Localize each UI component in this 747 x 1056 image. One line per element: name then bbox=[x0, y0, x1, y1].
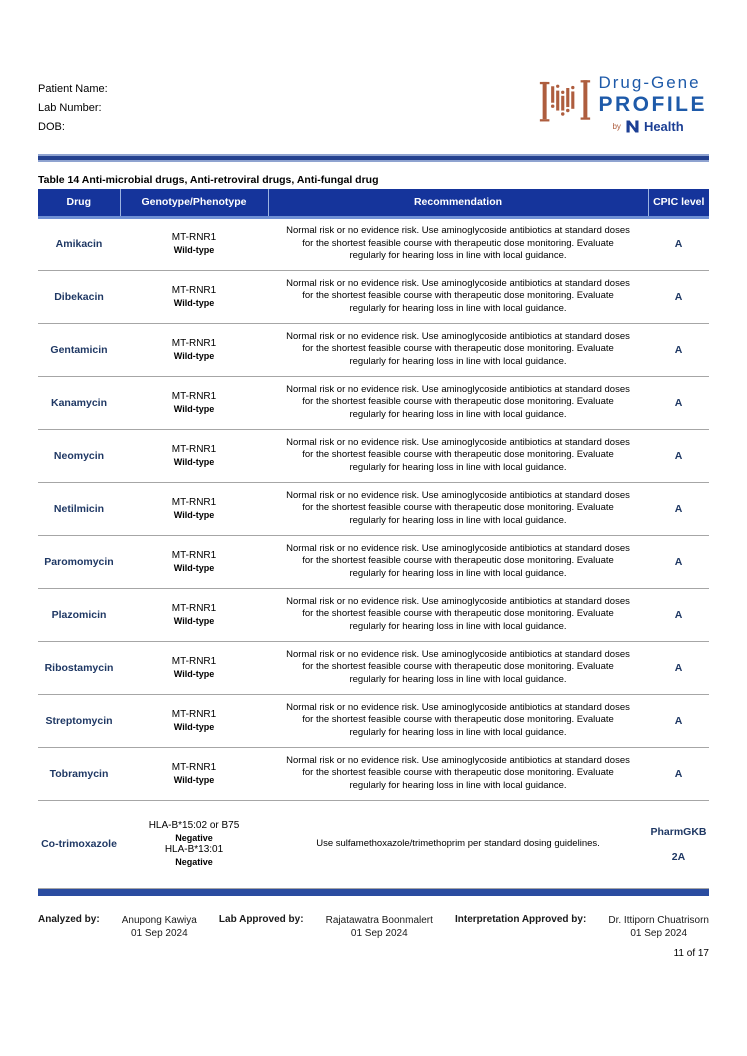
cpic-level-value: PharmGKB 2A bbox=[648, 800, 709, 888]
table-row bbox=[38, 323, 709, 376]
cpic-level-value: A bbox=[648, 694, 709, 747]
lab-approved-by-label: Lab Approved by: bbox=[218, 913, 304, 925]
interpretation-approved-by-date: 01 Sep 2024 bbox=[630, 927, 688, 939]
drug-name: Dibekacin bbox=[38, 270, 120, 323]
recommendation-text: Normal risk or no evidence risk. Use aminoglycoside antibiotics at standard doses for the shortest feasible course with therapeutic dose monitoring. Evaluate regularly for hearing loss in line with local guidance. bbox=[268, 641, 648, 694]
top-divider-bar bbox=[38, 154, 709, 162]
recommendation-text: Normal risk or no evidence risk. Use aminoglycoside antibiotics at standard doses for the shortest feasible course with therapeutic dose monitoring. Evaluate regularly for hearing loss in line with local guidance. bbox=[268, 323, 648, 376]
header-drug: Drug bbox=[38, 189, 120, 217]
cpic-level-value: A bbox=[648, 217, 709, 270]
cpic-level-value: A bbox=[648, 535, 709, 588]
genotype-phenotype-cell: MT-RNR1 Wild-type bbox=[120, 535, 268, 588]
recommendation-text: Normal risk or no evidence risk. Use aminoglycoside antibiotics at standard doses for the shortest feasible course with therapeutic dose monitoring. Evaluate regularly for hearing loss in line with local guidance. bbox=[268, 482, 648, 535]
cpic-level-value: A bbox=[648, 747, 709, 800]
recommendation-text: Normal risk or no evidence risk. Use aminoglycoside antibiotics at standard doses for the shortest feasible course with therapeutic dose monitoring. Evaluate regularly for hearing loss in line with local guidance. bbox=[268, 429, 648, 482]
genotype-phenotype-cell: MT-RNR1 Wild-type bbox=[120, 323, 268, 376]
table-row bbox=[38, 376, 709, 429]
drug-name: Ribostamycin bbox=[38, 641, 120, 694]
genotype-phenotype-cell: HLA-B*15:02 or B75 Negative HLA-B*13:01 Negative bbox=[120, 800, 268, 888]
dna-barcode-icon bbox=[539, 74, 591, 128]
table-row bbox=[38, 482, 709, 535]
drug-name: Paromomycin bbox=[38, 535, 120, 588]
table-row bbox=[38, 270, 709, 323]
table-row bbox=[38, 535, 709, 588]
interpretation-approved-by-name: Dr. Ittiporn Chuatrisorn bbox=[608, 914, 709, 926]
drug-name: Streptomycin bbox=[38, 694, 120, 747]
genotype-phenotype-cell: MT-RNR1 Wild-type bbox=[120, 482, 268, 535]
logo-by-text: by bbox=[612, 121, 621, 131]
cpic-level-value: A bbox=[648, 641, 709, 694]
drug-name: Plazomicin bbox=[38, 588, 120, 641]
drug-name: Amikacin bbox=[38, 217, 120, 270]
page-header bbox=[38, 0, 709, 137]
cpic-level-value: A bbox=[648, 482, 709, 535]
recommendation-text: Normal risk or no evidence risk. Use aminoglycoside antibiotics at standard doses for the shortest feasible course with therapeutic dose monitoring. Evaluate regularly for hearing loss in line with local guidance. bbox=[268, 694, 648, 747]
lab-approved-by-name: Rajatawatra Boonmalert bbox=[325, 914, 433, 926]
lab-approved-by-date: 01 Sep 2024 bbox=[350, 927, 408, 939]
patient-info bbox=[38, 80, 108, 137]
genotype-phenotype-cell: MT-RNR1 Wild-type bbox=[120, 270, 268, 323]
n-health-icon bbox=[625, 119, 640, 134]
genotype-phenotype-cell: MT-RNR1 Wild-type bbox=[120, 429, 268, 482]
genotype-phenotype-cell: MT-RNR1 Wild-type bbox=[120, 588, 268, 641]
genotype-phenotype-cell: MT-RNR1 Wild-type bbox=[120, 694, 268, 747]
analyzed-by-person bbox=[122, 914, 197, 940]
genotype-phenotype-cell: MT-RNR1 Wild-type bbox=[120, 641, 268, 694]
logo-drug-gene-text: Drug-Gene bbox=[598, 73, 701, 92]
recommendation-text: Normal risk or no evidence risk. Use aminoglycoside antibiotics at standard doses for the shortest feasible course with therapeutic dose monitoring. Evaluate regularly for hearing loss in line with local guidance. bbox=[268, 217, 648, 270]
drug-gene-profile-logo bbox=[539, 74, 707, 134]
cpic-level-value: A bbox=[648, 376, 709, 429]
drug-name: Tobramycin bbox=[38, 747, 120, 800]
interpretation-approved-by-label: Interpretation Approved by: bbox=[454, 913, 587, 925]
genotype-phenotype-cell: MT-RNR1 Wild-type bbox=[120, 747, 268, 800]
header-genotype-phenotype: Genotype/Phenotype bbox=[120, 189, 268, 217]
lab-number-label: Lab Number: bbox=[38, 102, 102, 114]
cpic-level-value: A bbox=[648, 588, 709, 641]
table-title: Table 14 Anti-microbial drugs, Anti-retroviral drugs, Anti-fungal drug bbox=[38, 174, 379, 186]
analyzed-by-date: 01 Sep 2024 bbox=[130, 927, 188, 939]
bottom-divider-bar bbox=[38, 889, 709, 896]
drug-name: Neomycin bbox=[38, 429, 120, 482]
drug-gene-table bbox=[38, 189, 709, 889]
interpretation-approved-by-person bbox=[608, 914, 709, 940]
analyzed-by-name: Anupong Kawiya bbox=[121, 914, 197, 926]
genotype-phenotype-cell: MT-RNR1 Wild-type bbox=[120, 217, 268, 270]
drug-name: Kanamycin bbox=[38, 376, 120, 429]
drug-name: Netilmicin bbox=[38, 482, 120, 535]
table-row bbox=[38, 747, 709, 800]
cpic-level-value: A bbox=[648, 429, 709, 482]
recommendation-text: Normal risk or no evidence risk. Use aminoglycoside antibiotics at standard doses for the shortest feasible course with therapeutic dose monitoring. Evaluate regularly for hearing loss in line with local guidance. bbox=[268, 270, 648, 323]
table-row bbox=[38, 588, 709, 641]
lab-approved-by-person bbox=[326, 914, 433, 940]
table-row bbox=[38, 800, 709, 888]
header-cpic-level: CPIC level bbox=[648, 189, 709, 217]
recommendation-text: Normal risk or no evidence risk. Use aminoglycoside antibiotics at standard doses for the shortest feasible course with therapeutic dose monitoring. Evaluate regularly for hearing loss in line with local guidance. bbox=[268, 747, 648, 800]
cpic-level-value: A bbox=[648, 270, 709, 323]
table-row bbox=[38, 641, 709, 694]
logo-byline bbox=[598, 119, 707, 134]
health-brand-text: Health bbox=[643, 119, 684, 134]
dob-label: DOB: bbox=[38, 121, 65, 133]
genotype-phenotype-cell: MT-RNR1 Wild-type bbox=[120, 376, 268, 429]
table-row bbox=[38, 429, 709, 482]
analyzed-by-label: Analyzed by: bbox=[38, 913, 100, 925]
recommendation-text: Normal risk or no evidence risk. Use aminoglycoside antibiotics at standard doses for the shortest feasible course with therapeutic dose monitoring. Evaluate regularly for hearing loss in line with local guidance. bbox=[268, 588, 648, 641]
drug-name: Gentamicin bbox=[38, 323, 120, 376]
logo-wordmark bbox=[598, 74, 707, 134]
page-number: 11 of 17 bbox=[673, 948, 709, 959]
header-recommendation: Recommendation bbox=[268, 189, 648, 217]
drug-name: Co-trimoxazole bbox=[38, 800, 120, 888]
recommendation-text: Use sulfamethoxazole/trimethoprim per standard dosing guidelines. bbox=[268, 800, 648, 888]
table-row bbox=[38, 694, 709, 747]
cpic-level-value: A bbox=[648, 323, 709, 376]
recommendation-text: Normal risk or no evidence risk. Use aminoglycoside antibiotics at standard doses for the shortest feasible course with therapeutic dose monitoring. Evaluate regularly for hearing loss in line with local guidance. bbox=[268, 535, 648, 588]
table-row bbox=[38, 217, 709, 270]
recommendation-text: Normal risk or no evidence risk. Use aminoglycoside antibiotics at standard doses for the shortest feasible course with therapeutic dose monitoring. Evaluate regularly for hearing loss in line with local guidance. bbox=[268, 376, 648, 429]
patient-name-label: Patient Name: bbox=[38, 83, 108, 95]
approval-footer bbox=[38, 914, 709, 940]
logo-profile-text: PROFILE bbox=[598, 93, 707, 116]
table-header-row bbox=[38, 189, 709, 217]
